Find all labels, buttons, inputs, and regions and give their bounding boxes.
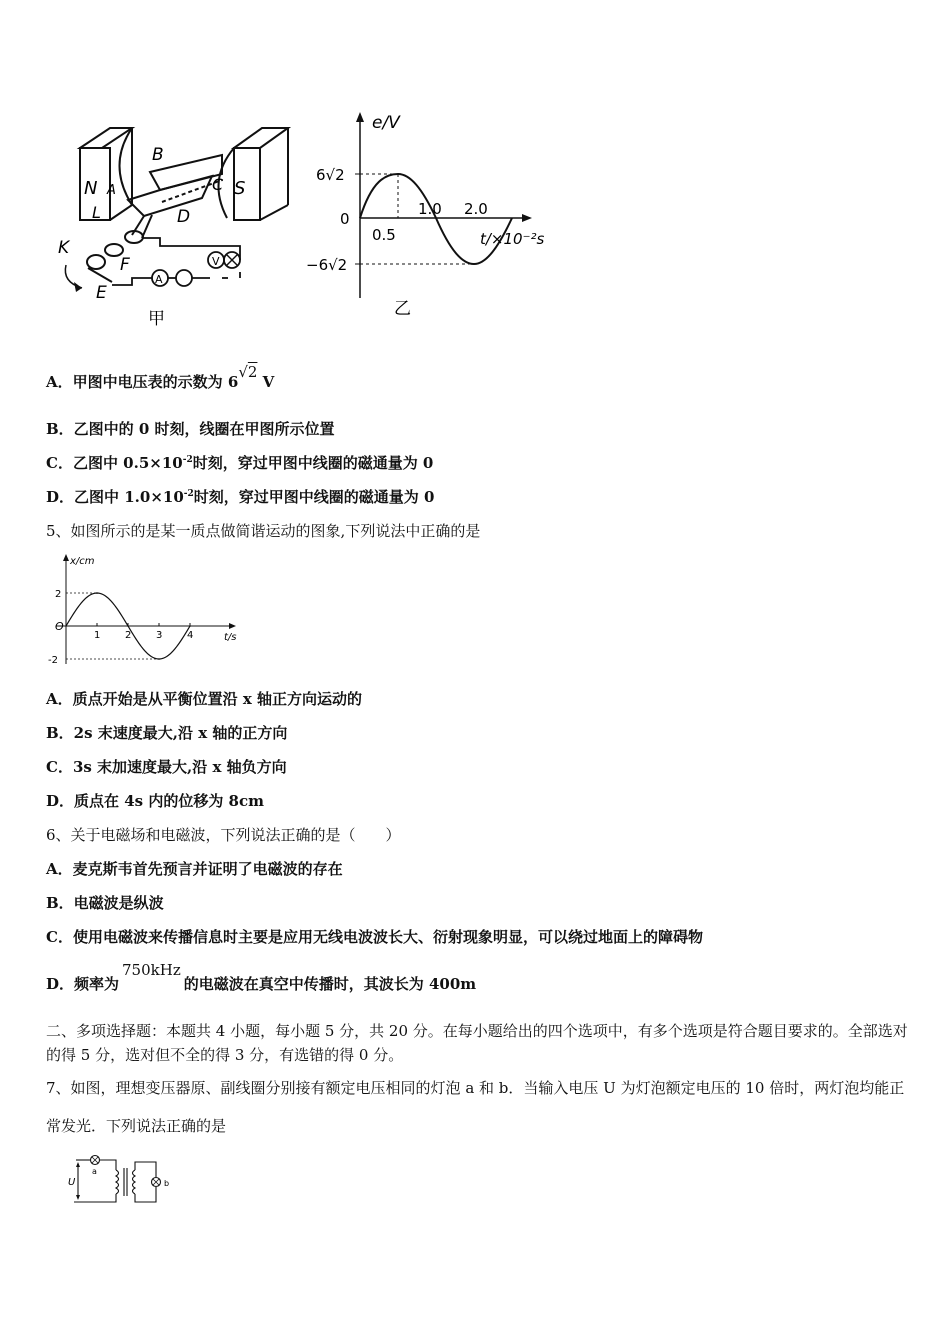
x-label: t/×10⁻²s xyxy=(480,230,545,248)
primary-coil xyxy=(116,1170,119,1194)
origin-label: 0 xyxy=(340,210,350,228)
q6-option-d-pre: D．频率为 xyxy=(46,975,120,993)
q4-option-d-exp: -2 xyxy=(183,489,194,499)
q4-option-a-unit: V xyxy=(257,373,275,391)
et-graph xyxy=(300,108,560,328)
slip-rings xyxy=(87,231,143,282)
q6-frequency-formula: 750kHz xyxy=(122,961,181,979)
secondary-wire xyxy=(135,1162,156,1177)
q5-data-point xyxy=(65,625,67,627)
q4-option-a xyxy=(46,363,275,392)
label-B: B xyxy=(152,145,164,165)
caption-yi: 乙 xyxy=(394,299,411,319)
coil-loop xyxy=(128,155,222,238)
label-N: N xyxy=(84,178,98,199)
ammeter-label: A xyxy=(155,273,163,286)
q4-option-c xyxy=(46,453,433,473)
q4-option-d xyxy=(46,487,434,507)
tick-10-label: 1.0 xyxy=(418,200,442,218)
label-a: a xyxy=(92,1167,97,1176)
q4-option-d-pre: D．乙图中 1.0×10 xyxy=(46,488,184,506)
sine-curve xyxy=(360,174,512,264)
q5-x-tick-label: 3 xyxy=(156,630,163,641)
secondary-coil xyxy=(133,1170,136,1194)
q5-option-c: C．3s 末加速度最大,沿 x 轴负方向 xyxy=(46,758,287,776)
q5-y-label: x/cm xyxy=(70,556,95,567)
tick-20-label: 2.0 xyxy=(464,200,488,218)
label-C: C xyxy=(212,175,224,194)
q7-stem: 7、如图，理想变压器原、副线圈分别接有额定电压相同的灯泡 a 和 b．当输入电压 U 为灯泡额定电压的 10 倍时，两灯泡均能正常发光．下列说法正确的是 xyxy=(46,1079,905,1135)
q4-option-c-exp: -2 xyxy=(182,455,193,465)
q5-x-tick-label: 1 xyxy=(94,630,101,641)
q5-x-axis-arrow xyxy=(229,623,236,629)
u-arrow-tail xyxy=(76,1195,80,1200)
caption-jia: 甲 xyxy=(148,309,165,329)
x-axis-arrow xyxy=(522,214,532,222)
label-K: K xyxy=(58,238,70,258)
q5-x-tick-label: 4 xyxy=(187,630,194,641)
primary-wire-2 xyxy=(100,1160,116,1170)
section2-heading: 二、多项选择题：本题共 4 小题，每小题 5 分，共 20 分。在每小题给出的四个选项中，有多个选项是符合题目要求的。全部选对的得 5 分，选对但不全的得 3 分，有选错的得 0 分。 xyxy=(46,1022,908,1064)
rotation-arrow xyxy=(65,265,82,288)
u-arrow-head xyxy=(76,1162,80,1167)
q4-option-a-text: A．甲图中电压表的示数为 6 xyxy=(46,373,239,391)
magnet-s xyxy=(218,128,288,220)
q4-option-c-post: 时刻，穿过甲图中线圈的磁通量为 0 xyxy=(192,454,434,472)
q6-option-b: B．电磁波是纵波 xyxy=(46,894,164,912)
q5-stem: 5、如图所示的是某一质点做简谐运动的图象,下列说法中正确的是 xyxy=(46,522,481,540)
q5-option-a: A．质点开始是从平衡位置沿 x 轴正方向运动的 xyxy=(46,690,363,708)
q5-origin-label: O xyxy=(55,620,64,633)
q5-option-d: D．质点在 4s 内的位移为 8cm xyxy=(46,792,264,810)
q6-option-c: C．使用电磁波来传播信息时主要是应用无线电波波长大、衍射现象明显，可以绕过地面上的障碍物 xyxy=(46,928,703,946)
q5-y-tick-label: -2 xyxy=(48,655,58,666)
lamp-cross-icons xyxy=(92,1157,159,1185)
external-circuit xyxy=(112,238,240,286)
q5-y-tick-label: 2 xyxy=(55,589,62,600)
y-axis-arrow xyxy=(356,112,364,122)
transformer-figure xyxy=(66,1150,186,1210)
voltmeter-label: V xyxy=(212,255,220,268)
lamp-icon xyxy=(226,254,238,266)
q4-option-d-post: 时刻，穿过甲图中线圈的磁通量为 0 xyxy=(193,488,435,506)
q6-option-d-post: 的电磁波在真空中传播时，其波长为 400m xyxy=(183,975,477,993)
sqrt-symbol: √2 xyxy=(238,363,258,381)
tick-05-label: 0.5 xyxy=(372,226,396,244)
label-L: L xyxy=(92,203,101,222)
label-b: b xyxy=(164,1179,170,1188)
label-E: E xyxy=(96,283,107,303)
primary-wire-3 xyxy=(74,1194,116,1202)
label-A: A xyxy=(107,183,116,198)
label-U: U xyxy=(68,1177,76,1188)
label-F: F xyxy=(120,255,130,275)
ymax-label: 6√2 xyxy=(316,166,345,184)
q6-stem: 6、关于电磁场和电磁波，下列说法正确的是（ ） xyxy=(46,826,401,844)
label-S: S xyxy=(234,178,246,199)
magnet-n xyxy=(80,128,132,220)
y-label: e/V xyxy=(372,113,400,133)
q6-option-a: A．麦克斯韦首先预言并证明了电磁波的存在 xyxy=(46,860,343,878)
q4-option-b: B．乙图中的 0 时刻，线圈在甲图所示位置 xyxy=(46,420,335,438)
label-D: D xyxy=(177,207,191,227)
q5-x-tick-label: 2 xyxy=(125,630,132,641)
sqrt-value: 2 xyxy=(247,363,258,381)
q6-option-d xyxy=(46,961,477,994)
q5-xt-chart xyxy=(46,552,246,670)
q5-y-axis-arrow xyxy=(63,554,69,561)
generator-figure xyxy=(52,110,302,330)
q5-option-b: B．2s 末速度最大,沿 x 轴的正方向 xyxy=(46,724,288,742)
q4-option-c-pre: C．乙图中 0.5×10 xyxy=(46,454,183,472)
ymin-label: −6√2 xyxy=(306,256,348,274)
q5-x-label: t/s xyxy=(224,632,237,643)
secondary-wire-2 xyxy=(135,1187,156,1202)
